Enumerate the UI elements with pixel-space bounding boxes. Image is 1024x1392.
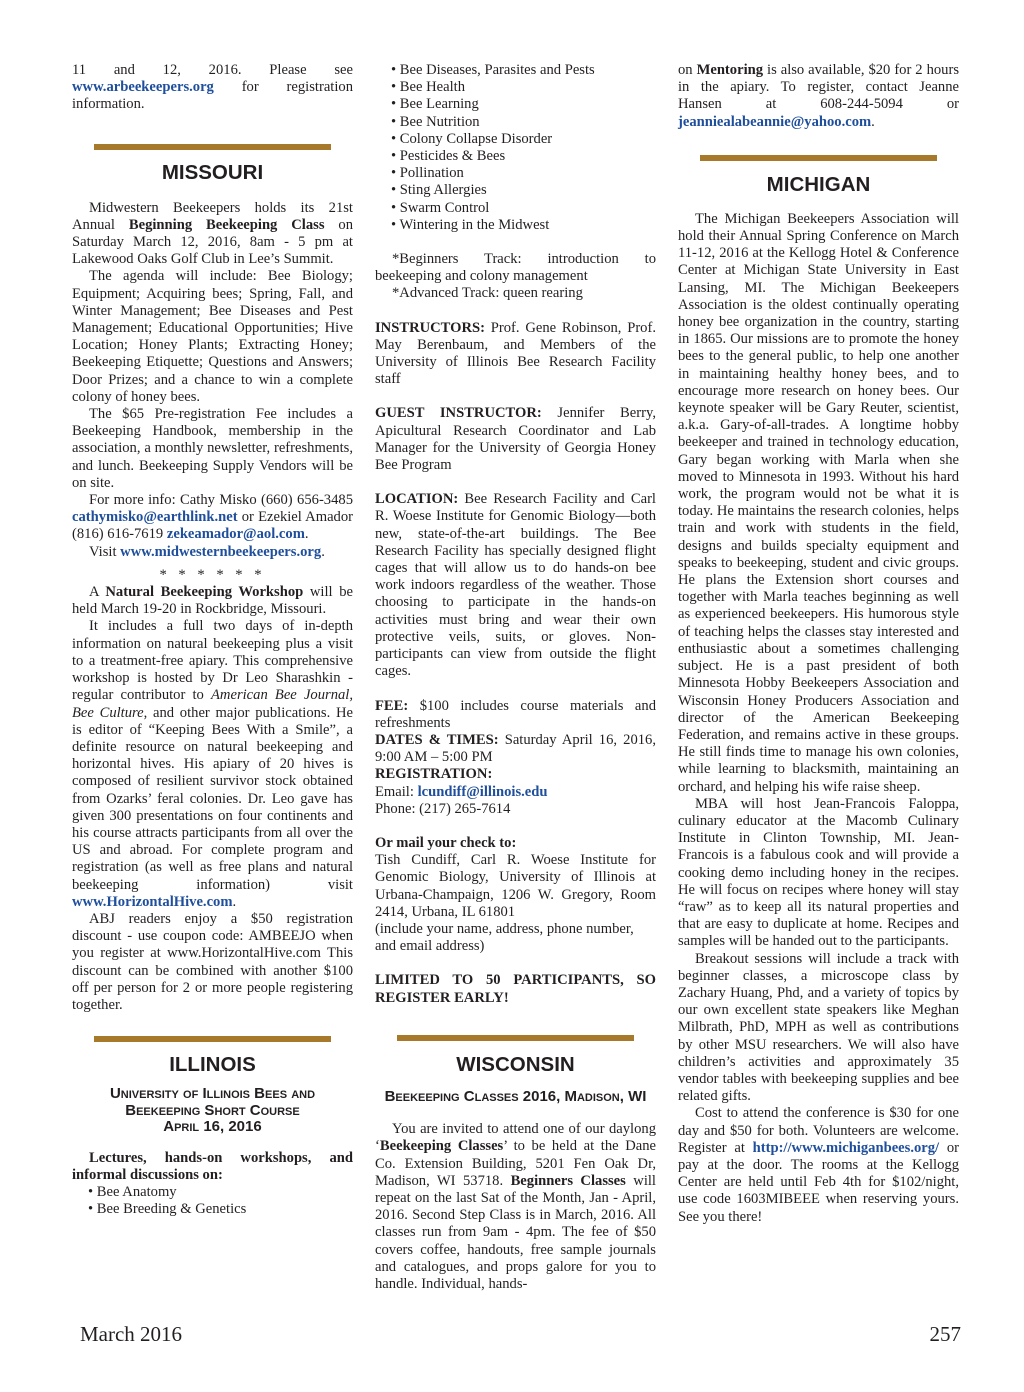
missouri-paragraph: For more info: Cathy Misko (660) 656-3485 cathymisko@earthlink.net or Ezekiel Amador (816) 616-7619 zekeamador@aol.com.: [72, 492, 353, 543]
mail-address: Tish Cundiff, Carl R. Woese Institute for Genomic Biology, University of Illinois at Urbana-Champaign, 1206 W. Gregory, Room 2414, Urbana, IL 61801: [375, 852, 656, 920]
topic-list-item: • Wintering in the Midwest: [391, 216, 550, 233]
topic-list-item: • Sting Allergies: [391, 182, 487, 199]
arbeekeepers-link[interactable]: www.arbeekeepers.org: [72, 79, 214, 96]
mail-note: (include your name, address, phone number, and email address): [375, 920, 634, 955]
topic-list-item: • Pollination: [391, 165, 464, 182]
topic-list-item: • Bee Diseases, Parasites and Pests: [391, 62, 595, 78]
email-link[interactable]: zekeamador@aol.com: [166, 526, 305, 543]
section-heading-illinois: ILLINOIS: [169, 1053, 256, 1077]
email-link[interactable]: lcundiff@illinois.edu: [417, 783, 548, 800]
mentoring-paragraph: on Mentoring is also available, $20 for 2 hours in the apiary. To register, contact Jeanne Hansen at 608-244-5094 or jeanniealabeannie@yahoo.com.: [678, 62, 959, 130]
missouri-paragraph: A Natural Beekeeping Workshop will be held March 19-20 in Rockbridge, Missouri.: [72, 584, 353, 618]
topic-list: [375, 62, 656, 234]
missouri-paragraph: ABJ readers enjoy a $50 registration discount - use coupon code: AMBEEJO when you register at www.HorizontalHive.com This discount can be combined with another $100 off per person for 2 or more people registering together.: [72, 910, 353, 1013]
mail-label: Or mail your check to:: [375, 834, 517, 851]
missouri-paragraph: Visit www.midwesternbeekeepers.org.: [89, 543, 325, 560]
missouri-paragraph: Midwestern Beekeepers holds its 21st Annual Beginning Beekeeping Class on Saturday March 12, 2016, 8am - 5 pm at Lakewood Oaks Golf Club in Lee’s Summit.: [72, 199, 353, 268]
website-link[interactable]: http://www.michiganbees.org/: [752, 1139, 940, 1156]
course-subheading: Beekeeping Short Course: [125, 1101, 300, 1119]
email-link[interactable]: jeanniealabeannie@yahoo.com: [678, 113, 872, 130]
topic-list-item: • Swarm Control: [391, 199, 490, 216]
footer-page-number: 257: [929, 1322, 961, 1346]
column-2: [375, 62, 656, 1293]
section-heading-missouri: MISSOURI: [161, 160, 264, 184]
registration-email: Email: lcundiff@illinois.edu: [375, 783, 548, 800]
fee-paragraph: FEE: $100 includes course materials and refreshments: [375, 697, 656, 731]
michigan-paragraph: The Michigan Beekeepers Association will hold their Annual Spring Conference on March 11-12, 2016 at the Kellogg Hotel & Conference Center at Michigan State University in East Lansing, MI. The Michigan Beekeepers Association is the oldest continually operating honey bee organization in the country, starting in 1865. Our missions are to promote the honey bees to the general public, to help one another in maintaining healthy honey bees, and to encourage more research on honey bees. Our keynote speaker will be Gary Reuter, scientist, a.k.a. Gary-of-all-trades. A longtime hobby beekeeper and trained in technology education, Gary began working with Marla when she moved to Minnesota in 1993. Without his hard work, the program would not be what it is today. He maintains the research colonies, helps train and work with students in the field, designs and builds specialty equipment and speaks to beekeeping, student and civic groups. He plans the Extension short courses and together with Marla teaches beginning as well as experienced beekeepers. His humorous style of teaching helps the classes stay interested and enthusiastic about a sometimes challenging subject. He is a past president of both Minnesota Hobby Beekeepers Association and Wisconsin Honey Producers Association and director of the American Beekeeping Federation, and remains active in these groups. He still finds time to manage his own colonies, while learning to blacksmith, maintaining an orchard, and helping his wife raise sheep.: [678, 210, 959, 795]
topic-list-item: • Bee Breeding & Genetics: [88, 1201, 247, 1218]
footer-issue-date: March 2016: [80, 1322, 183, 1346]
missouri-paragraph: It includes a full two days of in-depth information on natural beekeeping plus a visit to a treatment-free apiary. This comprehensive workshop is hosted by Dr Leo Sharashkin - regular contributor to American Bee Journal, Bee Culture, and other major publications. He is editor of “Keeping Bees With a Smile”, a definite resource on natural beekeeping and horizontal hives. His apiary of 20 hives is composed of resilient survivor stock obtained from Ozarks’ feral colonies. Dr. Leo gave has given 300 presentations on four continents and his course attracts participants from all over the US and abroad. For complete program and registration (as well as free plans and natural beekeeping information) visit www.HorizontalHive.com.: [72, 618, 353, 910]
separator-stars: * * * * * *: [159, 566, 266, 583]
limited-notice: LIMITED TO 50 PARTICIPANTS, SO REGISTER EARLY!: [375, 972, 656, 1006]
topic-list-item: • Bee Learning: [391, 96, 479, 113]
column-1: [72, 62, 353, 1218]
location-paragraph: LOCATION: Bee Research Facility and Carl R. Woese Institute for Genomic Biology—both new, state-of-the-art buildings. The Bee Research Facility has specially designed flight cages that will allow us to do hands-on bee work indoors regardless of the weather. Those choosing to participate in the hands-on activities must bring and wear their own protective veils, suits, or gloves. Non-participants can view from outside the flight cages.: [375, 491, 656, 680]
email-link[interactable]: cathymisko@earthlink.net: [72, 509, 238, 526]
topic-list-item: • Bee Anatomy: [88, 1184, 177, 1201]
registration-phone: Phone: (217) 265-7614: [375, 800, 511, 817]
illinois-lead: Lectures, hands-on workshops, and informal discussions on:: [72, 1149, 353, 1183]
topic-list-item: • Pesticides & Bees: [391, 148, 506, 165]
website-link[interactable]: www.HorizontalHive.com: [72, 893, 233, 910]
topic-list-item: • Colony Collapse Disorder: [391, 130, 553, 147]
wisconsin-paragraph: You are invited to attend one of our daylong ‘Beekeeping Classes’ to be held at the Dane Co. Extension Building, 5201 Fen Oak Dr, Madison, WI 53718. Beginners Classes will repeat on the last Sat of the Month, Jan - April, 2016. Second Step Class is in March, 2016. All classes run from 9am - 4pm. The fee of $50 covers coffee, handouts, free sample journals and catalogues, and props galore for you to handle. Individual, hands-: [375, 1121, 656, 1293]
michigan-paragraph: MBA will host Jean-Francois Faloppa, culinary educator at the Macomb Culinary Institute in Clinton Township, MI. Jean-Francois is a fabulous cook and will provide a cooking demo including honey in the recipes. He will focus on recipes where honey will stay “raw” as to keep all its natural properties and that are easy to duplicate at home. Recipes and samples will be handed out to the participants.: [678, 795, 959, 950]
missouri-paragraph: The agenda will include: Bee Biology; Equipment; Acquiring bees; Spring, Fall, and Winter Management; Bee Diseases and Pest Management; Educational Opportunities; Hive Location; Honey Plants; Extracting Honey; Beekeeping Etiquette; Questions and Answers; Door Prizes; and a chance to win a complete colony of honey bees.: [72, 268, 353, 405]
dates-paragraph: DATES & TIMES: Saturday April 16, 2016, 9:00 AM – 5:00 PM: [375, 731, 656, 766]
track-note: *Beginners Track: introduction to beekeeping and colony management: [375, 251, 656, 285]
michigan-paragraph: Cost to attend the conference is $30 for one day and $50 for both. Volunteers are welcome. Register at http://www.michiganbees.org/ or pay at the door. The rooms at the Kellogg Center are held until Feb 4th for $102/night, use code 1603MIBEEE when reserving yours. See you there!: [678, 1105, 959, 1225]
course-subheading: University of Illinois Bees and: [109, 1085, 316, 1103]
missouri-paragraph: The $65 Pre-registration Fee includes a Beekeeping Handbook, membership in the association, a monthly newsletter, refreshments, and lunch. Beekeeping Supply Vendors will be on site.: [72, 406, 353, 491]
section-heading-michigan: MICHIGAN: [766, 172, 871, 196]
instructors-paragraph: INSTRUCTORS: Prof. Gene Robinson, Prof. May Berenbaum, and Members of the University of Illinois Bee Research Facility staff: [375, 319, 656, 388]
registration-label: REGISTRATION:: [375, 766, 493, 783]
course-subheading: Beekeeping Classes 2016, Madison, WI: [384, 1087, 647, 1105]
website-link[interactable]: www.midwesternbeekeepers.org: [120, 543, 322, 560]
column-3: [678, 62, 959, 1226]
intro-paragraph: 11 and 12, 2016. Please see www.arbeekeepers.org for registration information.: [72, 62, 353, 113]
guest-instructor-paragraph: GUEST INSTRUCTOR: Jennifer Berry, Apicultural Research Coordinator and Lab Manager for the University of Georgia Honey Bee Program: [375, 405, 656, 474]
track-note: *Advanced Track: queen rearing: [392, 285, 583, 302]
section-heading-wisconsin: WISCONSIN: [456, 1052, 575, 1076]
course-date: April 16, 2016: [163, 1118, 262, 1136]
michigan-paragraph: Breakout sessions will include a track with beginner classes, a microscope class by Zachary Huang, Phd, and a variety of topics by our own excellent state speakers like Meghan Milbrath, PhD, MPH as well as contributions by other MSU researchers. We will also have children’s activities and approximately 35 vendor tables with beekeeping supplies and bee related gifts.: [678, 950, 959, 1105]
topic-list-item: • Bee Health: [391, 79, 465, 96]
topic-list-item: • Bee Nutrition: [391, 113, 480, 130]
